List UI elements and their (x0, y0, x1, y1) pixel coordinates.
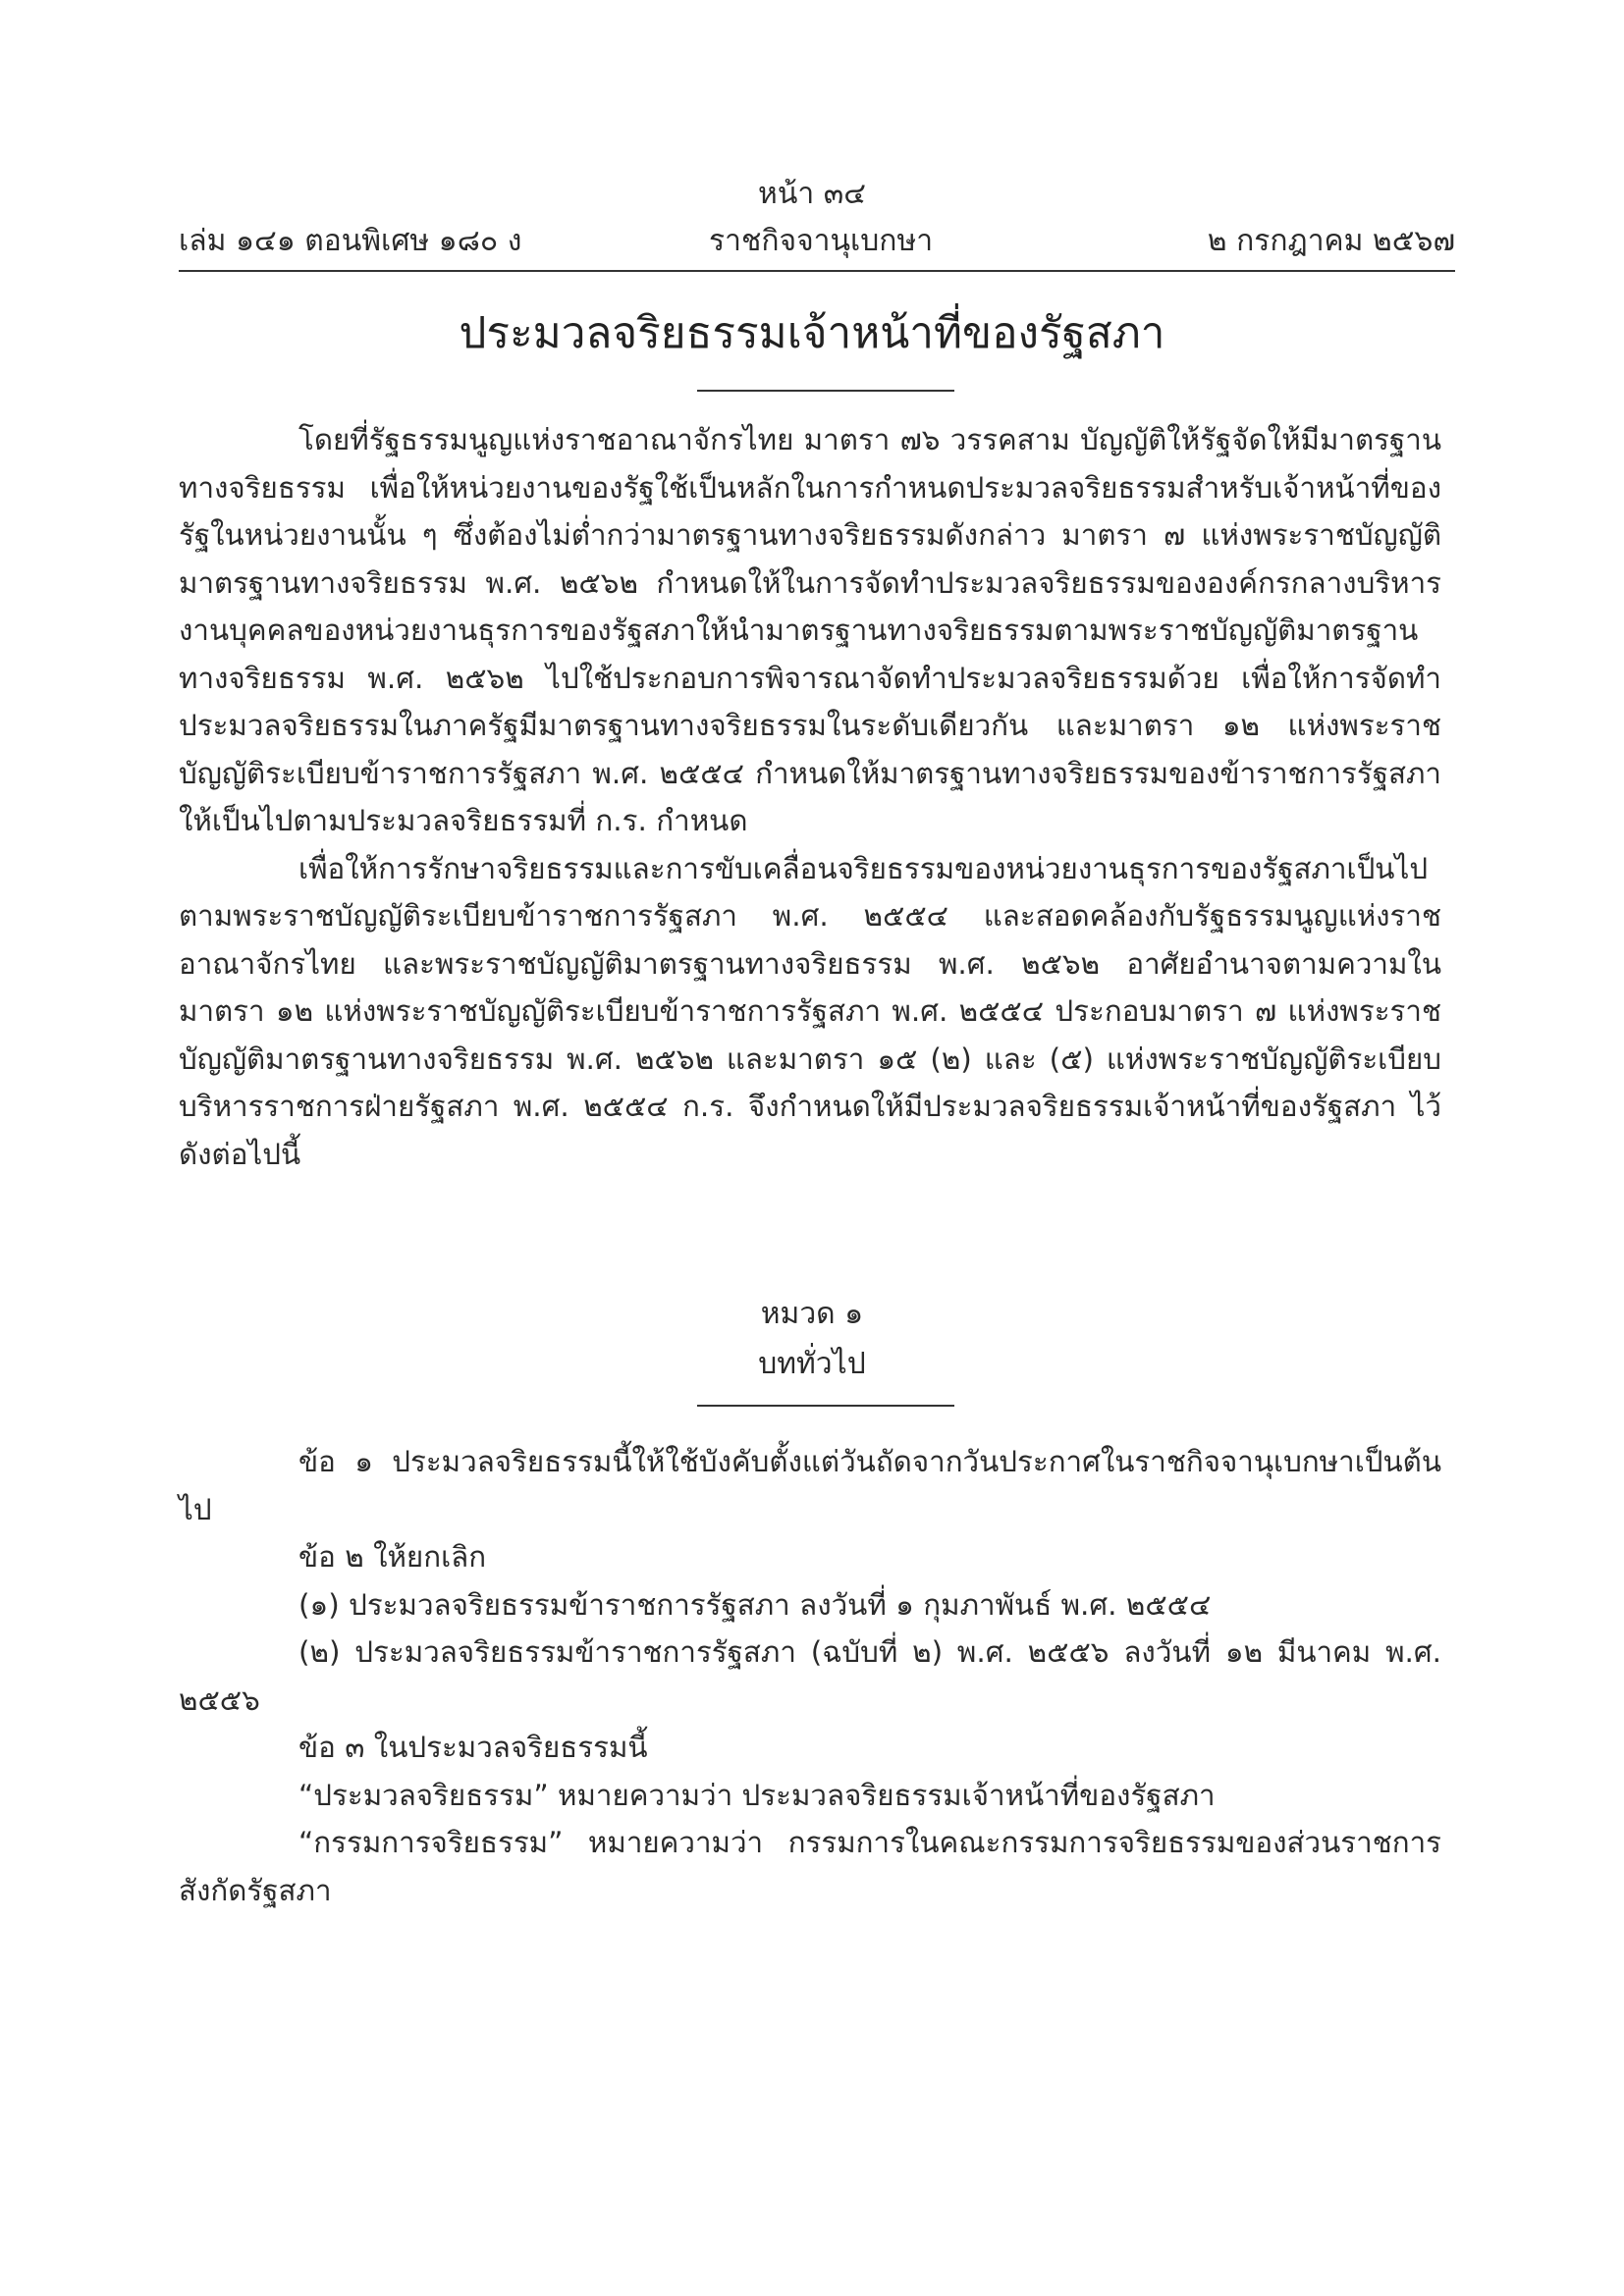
clause-paragraph: ข้อ ๑ ประมวลจริยธรรมนี้ให้ใช้บังคับตั้งแต่วันถัดจากวันประกาศในราชกิจจานุเบกษาเป็นต้นไป (179, 1445, 1441, 1526)
chapter-number: หมวด ๑ (760, 1297, 864, 1331)
clauses (179, 1438, 1441, 1914)
document-title: ประมวลจริยธรรมเจ้าหน้าที่ของรัฐสภา (459, 308, 1165, 358)
preamble-paragraph: โดยที่รัฐธรรมนูญแห่งราชอาณาจักรไทย มาตรา ๗๖ วรรคสาม บัญญัติให้รัฐจัดให้มีมาตรฐานทางจริยธรรม เพื่อให้หน่วยงานของรัฐใช้เป็นหลักในการกำหนดประมวลจริยธรรมสำหรับเจ้าหน้าที่ของรัฐในหน่วยงานนั้น ๆ ซึ่งต้องไม่ต่ำกว่ามาตรฐานทางจริยธรรมดังกล่าว มาตรา ๗ แห่งพระราชบัญญัติมาตรฐานทางจริยธรรม พ.ศ. ๒๕๖๒ กำหนดให้ในการจัดทำประมวลจริยธรรมขององค์กรกลางบริหารงานบุคคลของหน่วยงานธุรการของรัฐสภาให้นำมาตรฐานทางจริยธรรมตามพระราชบัญญัติมาตรฐานทางจริยธรรม พ.ศ. ๒๕๖๒ ไปใช้ประกอบการพิจารณาจัดทำประมวลจริยธรรมด้วย เพื่อให้การจัดทำประมวลจริยธรรมในภาครัฐมีมาตรฐานทางจริยธรรมในระดับเดียวกัน และมาตรา ๑๒ แห่งพระราชบัญญัติระเบียบข้าราชการรัฐสภา พ.ศ. ๒๕๕๔ กำหนดให้มาตรฐานทางจริยธรรมของข้าราชการรัฐสภา ให้เป็นไปตามประมวลจริยธรรมที่ ก.ร. กำหนด (179, 423, 1441, 837)
header-divider (179, 270, 1455, 272)
title-divider (697, 390, 954, 392)
clause-paragraph: ข้อ ๓ ในประมวลจริยธรรมนี้ (298, 1731, 648, 1764)
preamble (179, 416, 1441, 1178)
clause-paragraph: ข้อ ๒ ให้ยกเลิก (298, 1540, 487, 1574)
clause-paragraph: (๒) ประมวลจริยธรรมข้าราชการรัฐสภา (ฉบับที่ ๒) พ.ศ. ๒๕๕๖ ลงวันที่ ๑๒ มีนาคม พ.ศ. ๒๕๕๖ (179, 1635, 1441, 1717)
volume-issue: เล่ม ๑๔๑ ตอนพิเศษ ๑๘๐ ง (179, 224, 522, 258)
clause-paragraph: (๑) ประมวลจริยธรรมข้าราชการรัฐสภา ลงวันที่ ๑ กุมภาพันธ์ พ.ศ. ๒๕๕๔ (298, 1587, 1212, 1622)
chapter-title: บททั่วไป (758, 1347, 866, 1381)
page-number: หน้า ๓๔ (758, 177, 866, 211)
chapter-divider (697, 1405, 954, 1407)
definition-paragraph: “กรรมการจริยธรรม” หมายความว่า กรรมการในคณะกรรมการจริยธรรมของส่วนราชการสังกัดรัฐสภา (179, 1826, 1441, 1907)
gazette-header (179, 222, 1455, 261)
definition-paragraph: “ประมวลจริยธรรม” หมายความว่า ประมวลจริยธรรมเจ้าหน้าที่ของรัฐสภา (298, 1778, 1216, 1812)
publication-date: ๒ กรกฎาคม ๒๕๖๗ (1207, 224, 1455, 258)
gazette-name: ราชกิจจานุเบกษา (709, 224, 934, 258)
preamble-paragraph: เพื่อให้การรักษาจริยธรรมและการขับเคลื่อนจริยธรรมของหน่วยงานธุรการของรัฐสภาเป็นไปตามพระราชบัญญัติระเบียบข้าราชการรัฐสภา พ.ศ. ๒๕๕๔ และสอดคล้องกับรัฐธรรมนูญแห่งราชอาณาจักรไทย และพระราชบัญญัติมาตรฐานทางจริยธรรม พ.ศ. ๒๕๖๒ อาศัยอำนาจตามความในมาตรา ๑๒ แห่งพระราชบัญญัติระเบียบข้าราชการรัฐสภา พ.ศ. ๒๕๕๔ ประกอบมาตรา ๗ แห่งพระราชบัญญัติมาตรฐานทางจริยธรรม พ.ศ. ๒๕๖๒ และมาตรา ๑๕ (๒) และ (๕) แห่งพระราชบัญญัติระเบียบบริหารราชการฝ่ายรัฐสภา พ.ศ. ๒๕๕๔ ก.ร. จึงกำหนดให้มีประมวลจริยธรรมเจ้าหน้าที่ของรัฐสภา ไว้ดังต่อไปนี้ (179, 851, 1441, 1171)
